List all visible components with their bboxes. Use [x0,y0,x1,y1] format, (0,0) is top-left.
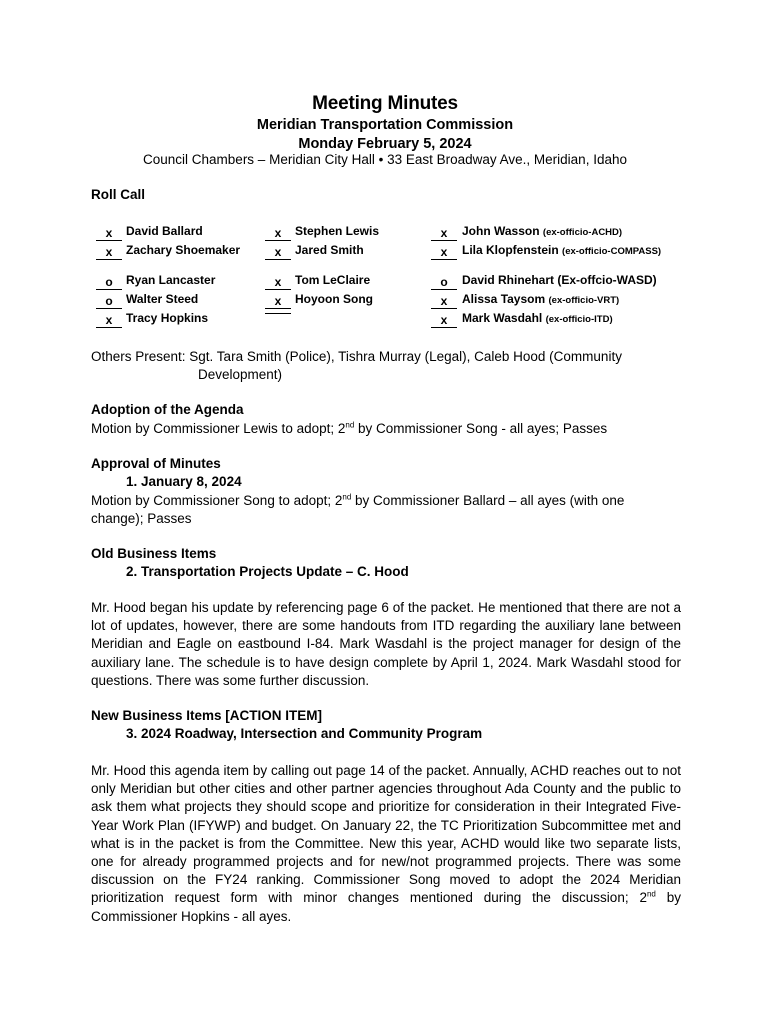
attendance-mark: x [265,226,291,241]
minutes-heading: Approval of Minutes [91,456,221,471]
old-business-item: 2. Transportation Projects Update – C. Hood [126,564,409,579]
member-name: Stephen Lewis [295,224,380,238]
attendance-mark: x [96,313,122,328]
attendance-mark: x [265,275,291,290]
new-business-item: 3. 2024 Roadway, Intersection and Community Program [126,726,483,741]
page-title: Meeting Minutes [312,93,458,114]
member-name: Mark Wasdahl (ex-officio-ITD) [462,311,613,325]
attendance-mark: x [265,245,291,260]
new-business-paragraph: Mr. Hood this agenda item by calling out page 14 of the packet. Annually, ACHD reaches out to not only Meridian but other cities and other partner agencies throughout Ada County and the public to ask them what projects they should scope and prioritize for consideration in their Integrated Five-Year Work Plan (IFYWP) and budget. On January 22, the TC Prioritization Subcommittee met and what is in the packet is from the Committee. New this year, ACHD would like two separate lists, one for already programmed projects and for new/not programmed projects. There was some discussion on the FY24 ranking. Commissioner Song moved to adopt the 2024 Meridian prioritization request form with minor changes mentioned during the discussion; 2nd by Commissioner Hopkins - all ayes. [91,763,682,924]
attendance-mark: x [431,294,457,309]
attendance-mark: o [431,275,457,290]
attendance-mark: x [96,245,122,260]
attendance-mark: x [431,313,457,328]
member-name: Walter Steed [126,292,199,306]
minutes-motion: Motion by Commissioner Song to adopt; 2nd by Commissioner Ballard – all ayes (with one [91,492,625,508]
member-name: Ryan Lancaster [126,273,216,287]
member-name: David Rhinehart (Ex-offcio-WASD) [462,273,657,287]
attendance-mark: x [265,294,291,309]
minutes-motion-continued: change); Passes [91,511,192,526]
new-business-heading: New Business Items [ACTION ITEM] [91,708,323,723]
others-present-continued: Development) [198,367,283,382]
minutes-item: 1. January 8, 2024 [126,474,242,489]
attendance-mark: x [431,245,457,260]
attendance-mark: x [96,226,122,241]
member-name: Zachary Shoemaker [126,243,241,257]
others-present: Others Present: Sgt. Tara Smith (Police), Tishra Murray (Legal), Caleb Hood (Community [91,349,622,364]
member-role-note: (ex-officio-ACHD) [542,227,623,238]
member-name: Hoyoon Song [295,292,373,306]
agenda-heading: Adoption of the Agenda [91,402,244,417]
member-name: John Wasson (ex-officio-ACHD) [462,224,623,238]
member-role-note: (ex-officio-COMPASS) [562,246,662,257]
attendance-mark: x [431,226,457,241]
old-business-heading: Old Business Items [91,546,217,561]
member-role-note: (ex-officio-ITD) [545,314,613,325]
member-name: Tom LeClaire [295,273,371,287]
member-name: David Ballard [126,224,203,238]
roll-call-heading: Roll Call [91,187,146,202]
attendance-mark: o [96,275,122,290]
member-name: Tracy Hopkins [126,311,209,325]
attendance-mark-blank [265,299,291,314]
member-name: Lila Klopfenstein (ex-officio-COMPASS) [462,243,662,257]
member-name: Alissa Taysom (ex-officio-VRT) [462,292,620,306]
agenda-motion: Motion by Commissioner Lewis to adopt; 2nd by Commissioner Song - all ayes; Passes [91,420,608,436]
meeting-date: Monday February 5, 2024 [298,136,472,152]
organization-name: Meridian Transportation Commission [256,117,514,133]
member-role-note: (ex-officio-VRT) [548,295,620,306]
meeting-location: Council Chambers – Meridian City Hall • 33 East Broadway Ave., Meridian, Idaho [143,152,627,167]
attendance-mark: o [96,294,122,309]
old-business-paragraph: Mr. Hood began his update by referencing page 6 of the packet. He mentioned that there are not a lot of updates, however, there are some handouts from ITD regarding the auxiliary lane between Meridian and Eagle on eastbound I-84. Mark Wasdahl is the project manager for design of the auxiliary lane. The schedule is to have design complete by April 1, 2024. Mark Wasdahl stood for questions. There was some further discussion. [91,600,681,688]
member-name: Jared Smith [295,243,364,257]
